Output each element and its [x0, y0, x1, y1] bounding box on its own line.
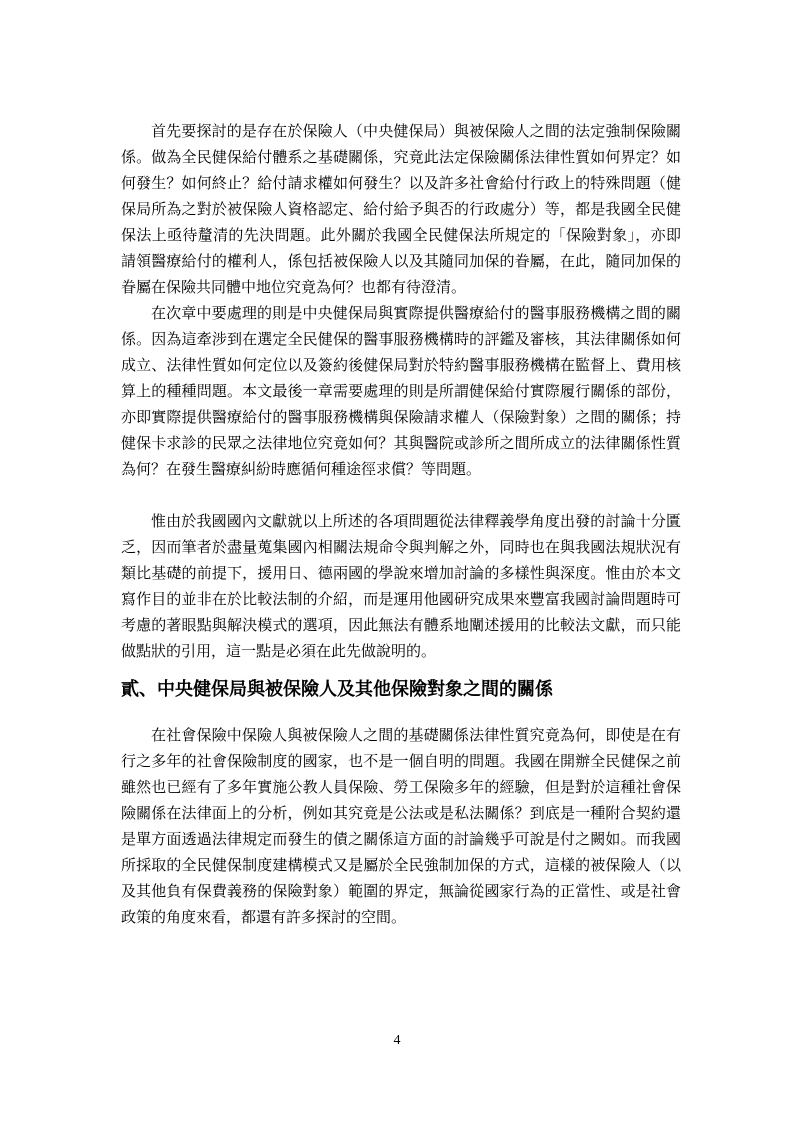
page-number: 4: [393, 1033, 401, 1048]
paragraph: 在社會保險中保險人與被保險人之間的基礎關係法律性質究竟為何，即使是在有行之多年的社會保險制度的國家，也不是一個自明的問題。我國在開辦全民健保之前雖然也已經有了多年實施公教人員保險、勞工保險多年的經驗，但是對於這種社會保險關係在法律面上的分析，例如其究竟是公法或是私法關係？到底是一種附合契約還是單方面透過法律規定而發生的債之關係這方面的討論幾乎可說是付之闕如。而我國所採取的全民健保制度建構模式又是屬於全民強制加保的方式，這樣的被保險人（以及其他負有保費義務的保險對象）範圍的界定，無論從國家行為的正當性、或是社會政策的角度來看，都還有許多探討的空間。: [121, 726, 681, 926]
document-body: [121, 118, 681, 930]
paragraph: 惟由於我國國內文獻就以上所述的各項問題從法律釋義學角度出發的討論十分匱乏，因而筆者於盡量蒐集國內相關法規命令與判解之外，同時也在與我國法規狀況有類比基礎的前提下，援用日、德兩國的學說來增加討論的多樣性與深度。惟由於本文寫作目的並非在於比較法制的介紹，而是運用他國研究成果來豐富我國討論問題時可考慮的著眼點與解決模式的選項，因此無法有體系地闡述援用的比較法文獻，而只能做點狀的引用，這一點是必須在此先做說明的。: [121, 512, 681, 660]
paragraph-gap: [121, 482, 681, 508]
paragraph: 在次章中要處理的則是中央健保局與實際提供醫療給付的醫事服務機構之間的關係。因為這牽涉到在選定全民健保的醫事服務機構時的評鑑及審核，其法律關係如何成立、法律性質如何定位以及簽約後健保局對於特約醫事服務機構在監督上、費用核算上的種種問題。本文最後一章需要處理的則是所謂健保給付實際履行關係的部份，亦即實際提供醫療給付的醫事服務機構與保險請求權人（保險對象）之間的關係；持健保卡求診的民眾之法律地位究竟如何？其與醫院或診所之間所成立的法律關係性質為何？在發生醫療糾紛時應循何種途徑求償？等問題。: [121, 304, 681, 478]
section-heading: 貳、中央健保局與被保險人及其他保險對象之間的關係: [121, 679, 553, 700]
paragraph: 首先要探討的是存在於保險人（中央健保局）與被保險人之間的法定強制保險關係。做為全民健保給付體系之基礎關係，究竟此法定保險關係法律性質如何界定？如何發生？如何終止？給付請求權如何發生？以及許多社會給付行政上的特殊問題（健保局所為之對於被保險人資格認定、給付給予與否的行政處分）等，都是我國全民健保法上亟待釐清的先決問題。此外關於我國全民健保法所規定的「保險對象」，亦即請領醫療給付的權利人，係包括被保險人以及其隨同加保的眷屬，在此，隨同加保的眷屬在保險共同體中地位究竟為何？也都有待澄清。: [121, 122, 681, 296]
